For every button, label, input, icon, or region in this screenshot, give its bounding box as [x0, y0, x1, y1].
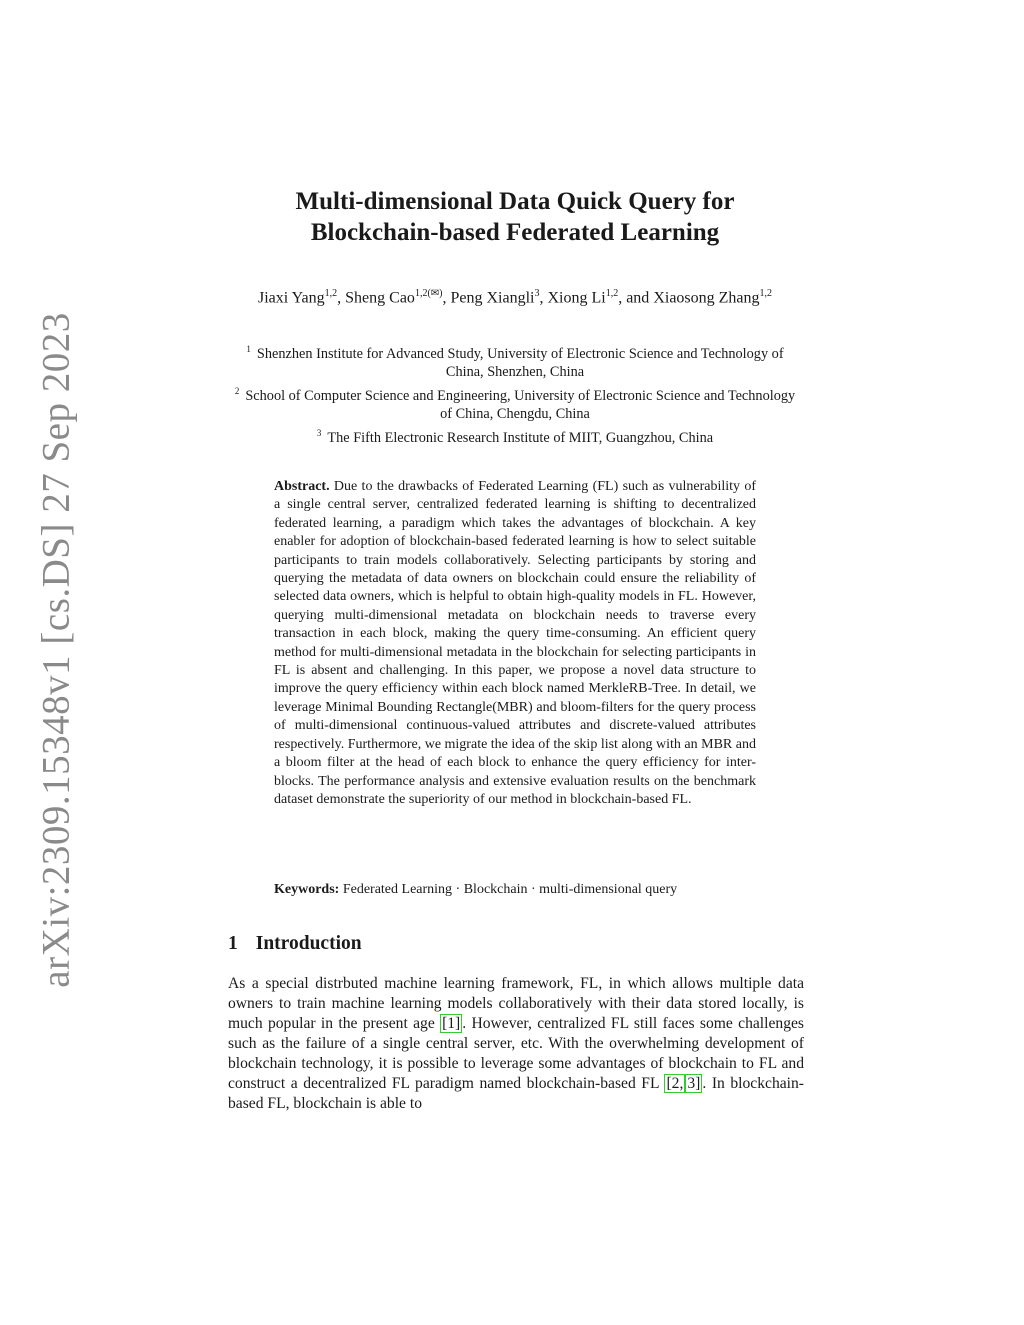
citation-link[interactable]: [1] — [442, 1015, 461, 1032]
author-affiliation-mark: 1,2 — [759, 288, 773, 299]
author-separator: , — [337, 289, 346, 307]
author-separator: , — [442, 289, 451, 307]
title-line-1: Multi-dimensional Data Quick Query for — [295, 188, 735, 215]
author-name: Sheng Cao — [345, 289, 415, 307]
affiliation-item — [230, 382, 800, 424]
affiliation-text: Shenzhen Institute for Advanced Study, University of Electronic Science and Technology of China, Shenzhen, China — [256, 345, 784, 381]
affiliation-number: 1 — [246, 344, 251, 354]
author-affiliation-mark: 1,2 — [324, 288, 338, 299]
citation-link[interactable]: [2, — [666, 1075, 684, 1092]
abstract-label: Abstract. — [274, 479, 330, 494]
citation-link[interactable]: 3] — [687, 1075, 701, 1092]
intro-text: As a special distrbuted machine learning framework, FL, in which allows multiple data owners to train machine learning models collaboratively with their data stored locally, is much popular in the present age — [228, 975, 804, 1032]
abstract — [274, 478, 756, 809]
title-line-2: Blockchain-based Federated Learning — [310, 219, 720, 246]
author-affiliation-mark: 1,2 — [605, 288, 619, 299]
arxiv-identifier-sidebar: arXiv:2309.15348v1 [cs.DS] 27 Sep 2023 — [34, 312, 78, 988]
author-affiliation-mark: 1,2(✉) — [414, 288, 443, 299]
author-name: Xiong Li — [547, 289, 606, 307]
author-name: Peng Xiangli — [450, 289, 535, 307]
keywords-text: Federated Learning · Blockchain · multi-dimensional query — [342, 882, 678, 897]
abstract-text: Due to the drawbacks of Federated Learning (FL) such as vulnerability of a single central server, centralized federated learning is shifting to decentralized federated learning, a paradigm which takes the advantages of blockchain. A key enabler for adoption of blockchain-based federated learning is how to select suitable participants to train models collaboratively. Selecting participants by storing and querying the metadata of data owners on blockchain could ensure the reliability of selected data owners, which is helpful to obtain high-quality models in FL. However, querying multi-dimensional metadata on blockchain needs to traverse every transaction in each block, making the query time-consuming. An efficient query method for multi-dimensional metadata in the blockchain for selecting participants in FL is absent and challenging. In this paper, we propose a novel data structure to improve the query efficiency within each block named MerkleRB-Tree. In detail, we leverage Minimal Bounding Rectangle(MBR) and bloom-filters for the query process of multi-dimensional continuous-valued attributes and discrete-valued attributes respectively. Furthermore, we migrate the idea of the skip list along with an MBR and a bloom filter at the head of each block to enhance the query efficiency for inter-blocks. The performance analysis and extensive evaluation results on the benchmark dataset demonstrate the superiority of our method in blockchain-based FL. — [274, 479, 756, 807]
intro-text: . In blockchain-based FL, blockchain is able to — [228, 1075, 804, 1112]
author-name: Xiaosong Zhang — [653, 289, 760, 307]
affiliation-item — [230, 340, 800, 382]
affiliation-text: The Fifth Electronic Research Institute of MIIT, Guangzhou, China — [327, 429, 714, 446]
keywords — [274, 881, 756, 899]
affiliation-text: School of Computer Science and Engineering, University of Electronic Science and Technology of China, Chengdu, China — [245, 387, 796, 423]
author-list — [230, 284, 800, 308]
author-separator: , — [539, 289, 548, 307]
section-heading-introduction — [228, 932, 362, 956]
section-number: 1 — [228, 933, 238, 954]
keywords-label: Keywords: — [274, 882, 340, 897]
intro-text: . However, centralized FL still faces some challenges such as the failure of a single central server, etc. With the overwhelming development of blockchain technology, it is possible to leverage some advantages of blockchain to FL and construct a decentralized FL paradigm named blockchain-based FL — [228, 1015, 804, 1092]
affiliation-number: 3 — [316, 427, 322, 438]
introduction-paragraph — [228, 974, 804, 1114]
section-title: Introduction — [255, 933, 362, 954]
affiliation-list — [230, 340, 800, 447]
author-separator: , and — [618, 289, 654, 307]
author-affiliation-mark: 3 — [534, 288, 540, 299]
affiliation-item — [230, 424, 800, 447]
author-name: Jiaxi Yang — [257, 289, 325, 307]
paper-title — [230, 186, 800, 248]
affiliation-number: 2 — [234, 385, 240, 396]
